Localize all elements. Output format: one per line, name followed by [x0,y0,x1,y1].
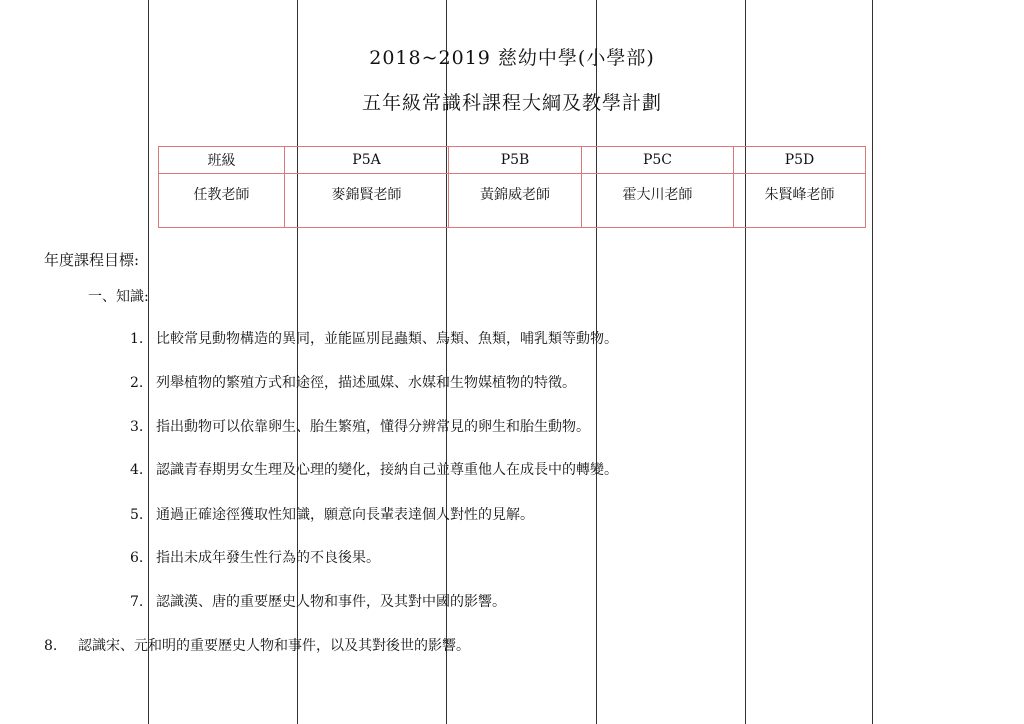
section-heading: 一、知識: [88,289,149,305]
item-text: 認識青春期男女生理及心理的變化，接納自己並尊重他人在成長中的轉變。 [156,462,618,478]
item-text: 列舉植物的繁殖方式和途徑，描述風媒、水媒和生物媒植物的特徵。 [156,375,576,391]
item-number: 5. [130,507,144,523]
item-number: 1. [130,331,144,347]
item-number: 3. [130,419,144,435]
table-cell: 黃錦威老師 [449,174,582,228]
objectives-heading: 年度課程目標: [44,251,140,269]
item-text: 認識宋、元和明的重要歷史人物和事件，以及其對後世的影響。 [78,638,470,654]
table-cell: 麥錦賢老師 [285,174,449,228]
list-item [130,591,506,611]
list-item [130,372,576,392]
list-item [130,459,618,479]
item-number: 8. [44,638,58,654]
list-item [44,635,470,655]
item-text: 比較常見動物構造的異同，並能區別昆蟲類、鳥類、魚類，哺乳類等動物。 [156,331,618,347]
list-item [130,504,534,524]
item-number: 7. [130,594,144,610]
document-subtitle: 五年級常識科課程大綱及教學計劃 [361,92,662,114]
list-item [130,328,618,348]
item-text: 指出未成年發生性行為的不良後果。 [156,550,380,566]
table-header-row [159,147,866,174]
table-cell: P5D [734,147,866,174]
item-text: 認識漢、唐的重要歷史人物和事件，及其對中國的影響。 [156,594,506,610]
table-cell: 霍大川老師 [582,174,734,228]
table-cell: 班級 [159,147,285,174]
table-cell: 任教老師 [159,174,285,228]
table-row [159,174,866,228]
item-text: 指出動物可以依靠卵生、胎生繁殖，懂得分辨常見的卵生和胎生動物。 [156,419,590,435]
item-number: 6. [130,550,144,566]
table-cell: P5C [582,147,734,174]
item-number: 2. [130,375,144,391]
table-cell: 朱賢峰老師 [734,174,866,228]
item-text: 通過正確途徑獲取性知識，願意向長輩表達個人對性的見解。 [156,507,534,523]
document-title: 2018~2019 慈幼中學(小學部) [369,47,655,69]
item-number: 4. [130,462,144,478]
list-item [130,416,590,436]
list-item [130,547,380,567]
table-cell: P5A [285,147,449,174]
table-cell: P5B [449,147,582,174]
teacher-table [158,146,866,228]
